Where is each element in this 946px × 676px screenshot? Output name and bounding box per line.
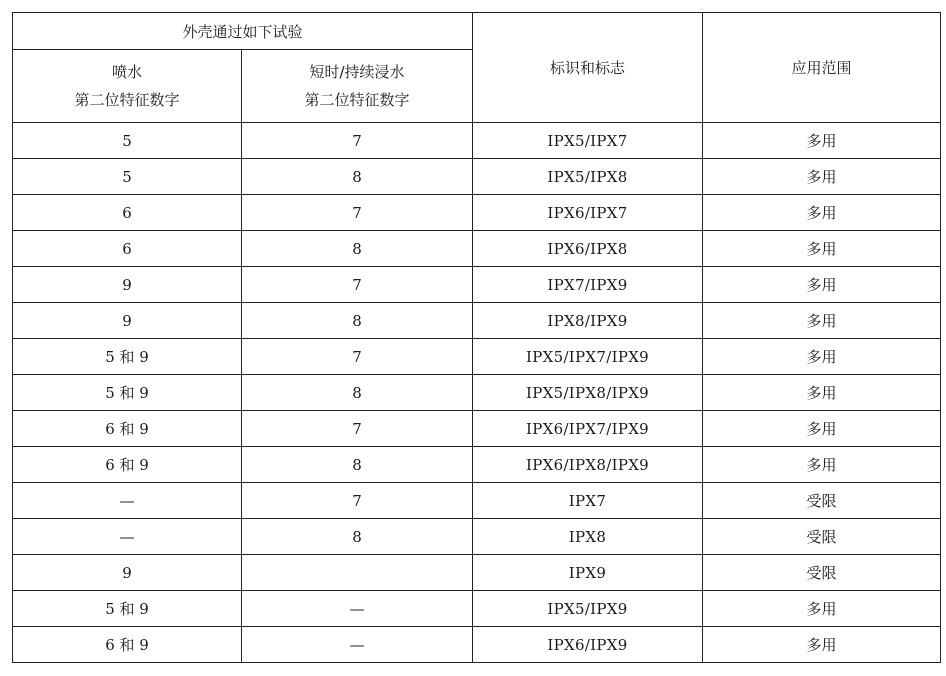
table-row [13, 627, 941, 663]
header-immersion [242, 50, 473, 123]
cell-application: 受限 [703, 555, 941, 591]
header-row-1 [13, 13, 941, 50]
cell-marking: IPX6/IPX7 [473, 195, 703, 231]
cell-immersion-digit: 8 [242, 159, 473, 195]
cell-spray-digit: — [13, 483, 242, 519]
header-immersion-line1: 短时/持续浸水 [309, 63, 405, 81]
cell-immersion-digit: 7 [242, 195, 473, 231]
cell-immersion-digit: 7 [242, 483, 473, 519]
cell-spray-digit: 6 和 9 [13, 411, 242, 447]
table-header [13, 13, 941, 123]
cell-application: 多用 [703, 447, 941, 483]
cell-spray-digit: 6 [13, 195, 242, 231]
cell-spray-digit: 5 和 9 [13, 375, 242, 411]
cell-application: 受限 [703, 519, 941, 555]
cell-immersion-digit: 7 [242, 339, 473, 375]
table-row [13, 303, 941, 339]
cell-application: 多用 [703, 627, 941, 663]
table-row [13, 339, 941, 375]
cell-immersion-digit: — [242, 591, 473, 627]
header-application: 应用范围 [703, 13, 941, 123]
cell-immersion-digit: 8 [242, 447, 473, 483]
cell-immersion-digit: 7 [242, 411, 473, 447]
cell-immersion-digit: 8 [242, 303, 473, 339]
header-immersion-line2: 第二位特征数字 [304, 91, 410, 109]
header-spray [13, 50, 242, 123]
cell-marking: IPX6/IPX9 [473, 627, 703, 663]
cell-immersion-digit: 7 [242, 267, 473, 303]
table-row [13, 159, 941, 195]
cell-marking: IPX8/IPX9 [473, 303, 703, 339]
cell-application: 多用 [703, 591, 941, 627]
cell-spray-digit: 6 和 9 [13, 447, 242, 483]
cell-application: 多用 [703, 231, 941, 267]
table-row [13, 123, 941, 159]
cell-marking: IPX6/IPX8/IPX9 [473, 447, 703, 483]
cell-marking: IPX9 [473, 555, 703, 591]
cell-application: 多用 [703, 123, 941, 159]
header-test-group: 外壳通过如下试验 [13, 13, 473, 50]
cell-marking: IPX5/IPX9 [473, 591, 703, 627]
table-row [13, 519, 941, 555]
cell-spray-digit: 5 和 9 [13, 339, 242, 375]
cell-application: 受限 [703, 483, 941, 519]
table-row [13, 267, 941, 303]
cell-marking: IPX8 [473, 519, 703, 555]
cell-application: 多用 [703, 267, 941, 303]
cell-immersion-digit: 7 [242, 123, 473, 159]
cell-spray-digit: 9 [13, 555, 242, 591]
table-row [13, 591, 941, 627]
ip-rating-table [12, 12, 941, 663]
cell-marking: IPX5/IPX7/IPX9 [473, 339, 703, 375]
cell-application: 多用 [703, 159, 941, 195]
cell-spray-digit: 5 和 9 [13, 591, 242, 627]
table-row [13, 411, 941, 447]
cell-immersion-digit: 8 [242, 231, 473, 267]
cell-spray-digit: 5 [13, 159, 242, 195]
table-row [13, 195, 941, 231]
cell-marking: IPX7/IPX9 [473, 267, 703, 303]
cell-spray-digit: 6 和 9 [13, 627, 242, 663]
cell-marking: IPX6/IPX8 [473, 231, 703, 267]
cell-spray-digit: 9 [13, 303, 242, 339]
cell-immersion-digit [242, 555, 473, 591]
table-row [13, 483, 941, 519]
cell-application: 多用 [703, 303, 941, 339]
table-row [13, 231, 941, 267]
table-row [13, 555, 941, 591]
cell-spray-digit: — [13, 519, 242, 555]
header-spray-line2: 第二位特征数字 [74, 91, 180, 109]
cell-immersion-digit: 8 [242, 519, 473, 555]
cell-immersion-digit: 8 [242, 375, 473, 411]
table-body [13, 123, 941, 663]
cell-spray-digit: 5 [13, 123, 242, 159]
cell-marking: IPX5/IPX8/IPX9 [473, 375, 703, 411]
cell-marking: IPX6/IPX7/IPX9 [473, 411, 703, 447]
table-row [13, 375, 941, 411]
cell-immersion-digit: — [242, 627, 473, 663]
cell-marking: IPX5/IPX8 [473, 159, 703, 195]
cell-spray-digit: 9 [13, 267, 242, 303]
cell-application: 多用 [703, 375, 941, 411]
cell-application: 多用 [703, 339, 941, 375]
header-spray-line1: 喷水 [111, 63, 142, 81]
header-marking: 标识和标志 [473, 13, 703, 123]
cell-application: 多用 [703, 195, 941, 231]
cell-application: 多用 [703, 411, 941, 447]
cell-spray-digit: 6 [13, 231, 242, 267]
cell-marking: IPX7 [473, 483, 703, 519]
cell-marking: IPX5/IPX7 [473, 123, 703, 159]
table-row [13, 447, 941, 483]
